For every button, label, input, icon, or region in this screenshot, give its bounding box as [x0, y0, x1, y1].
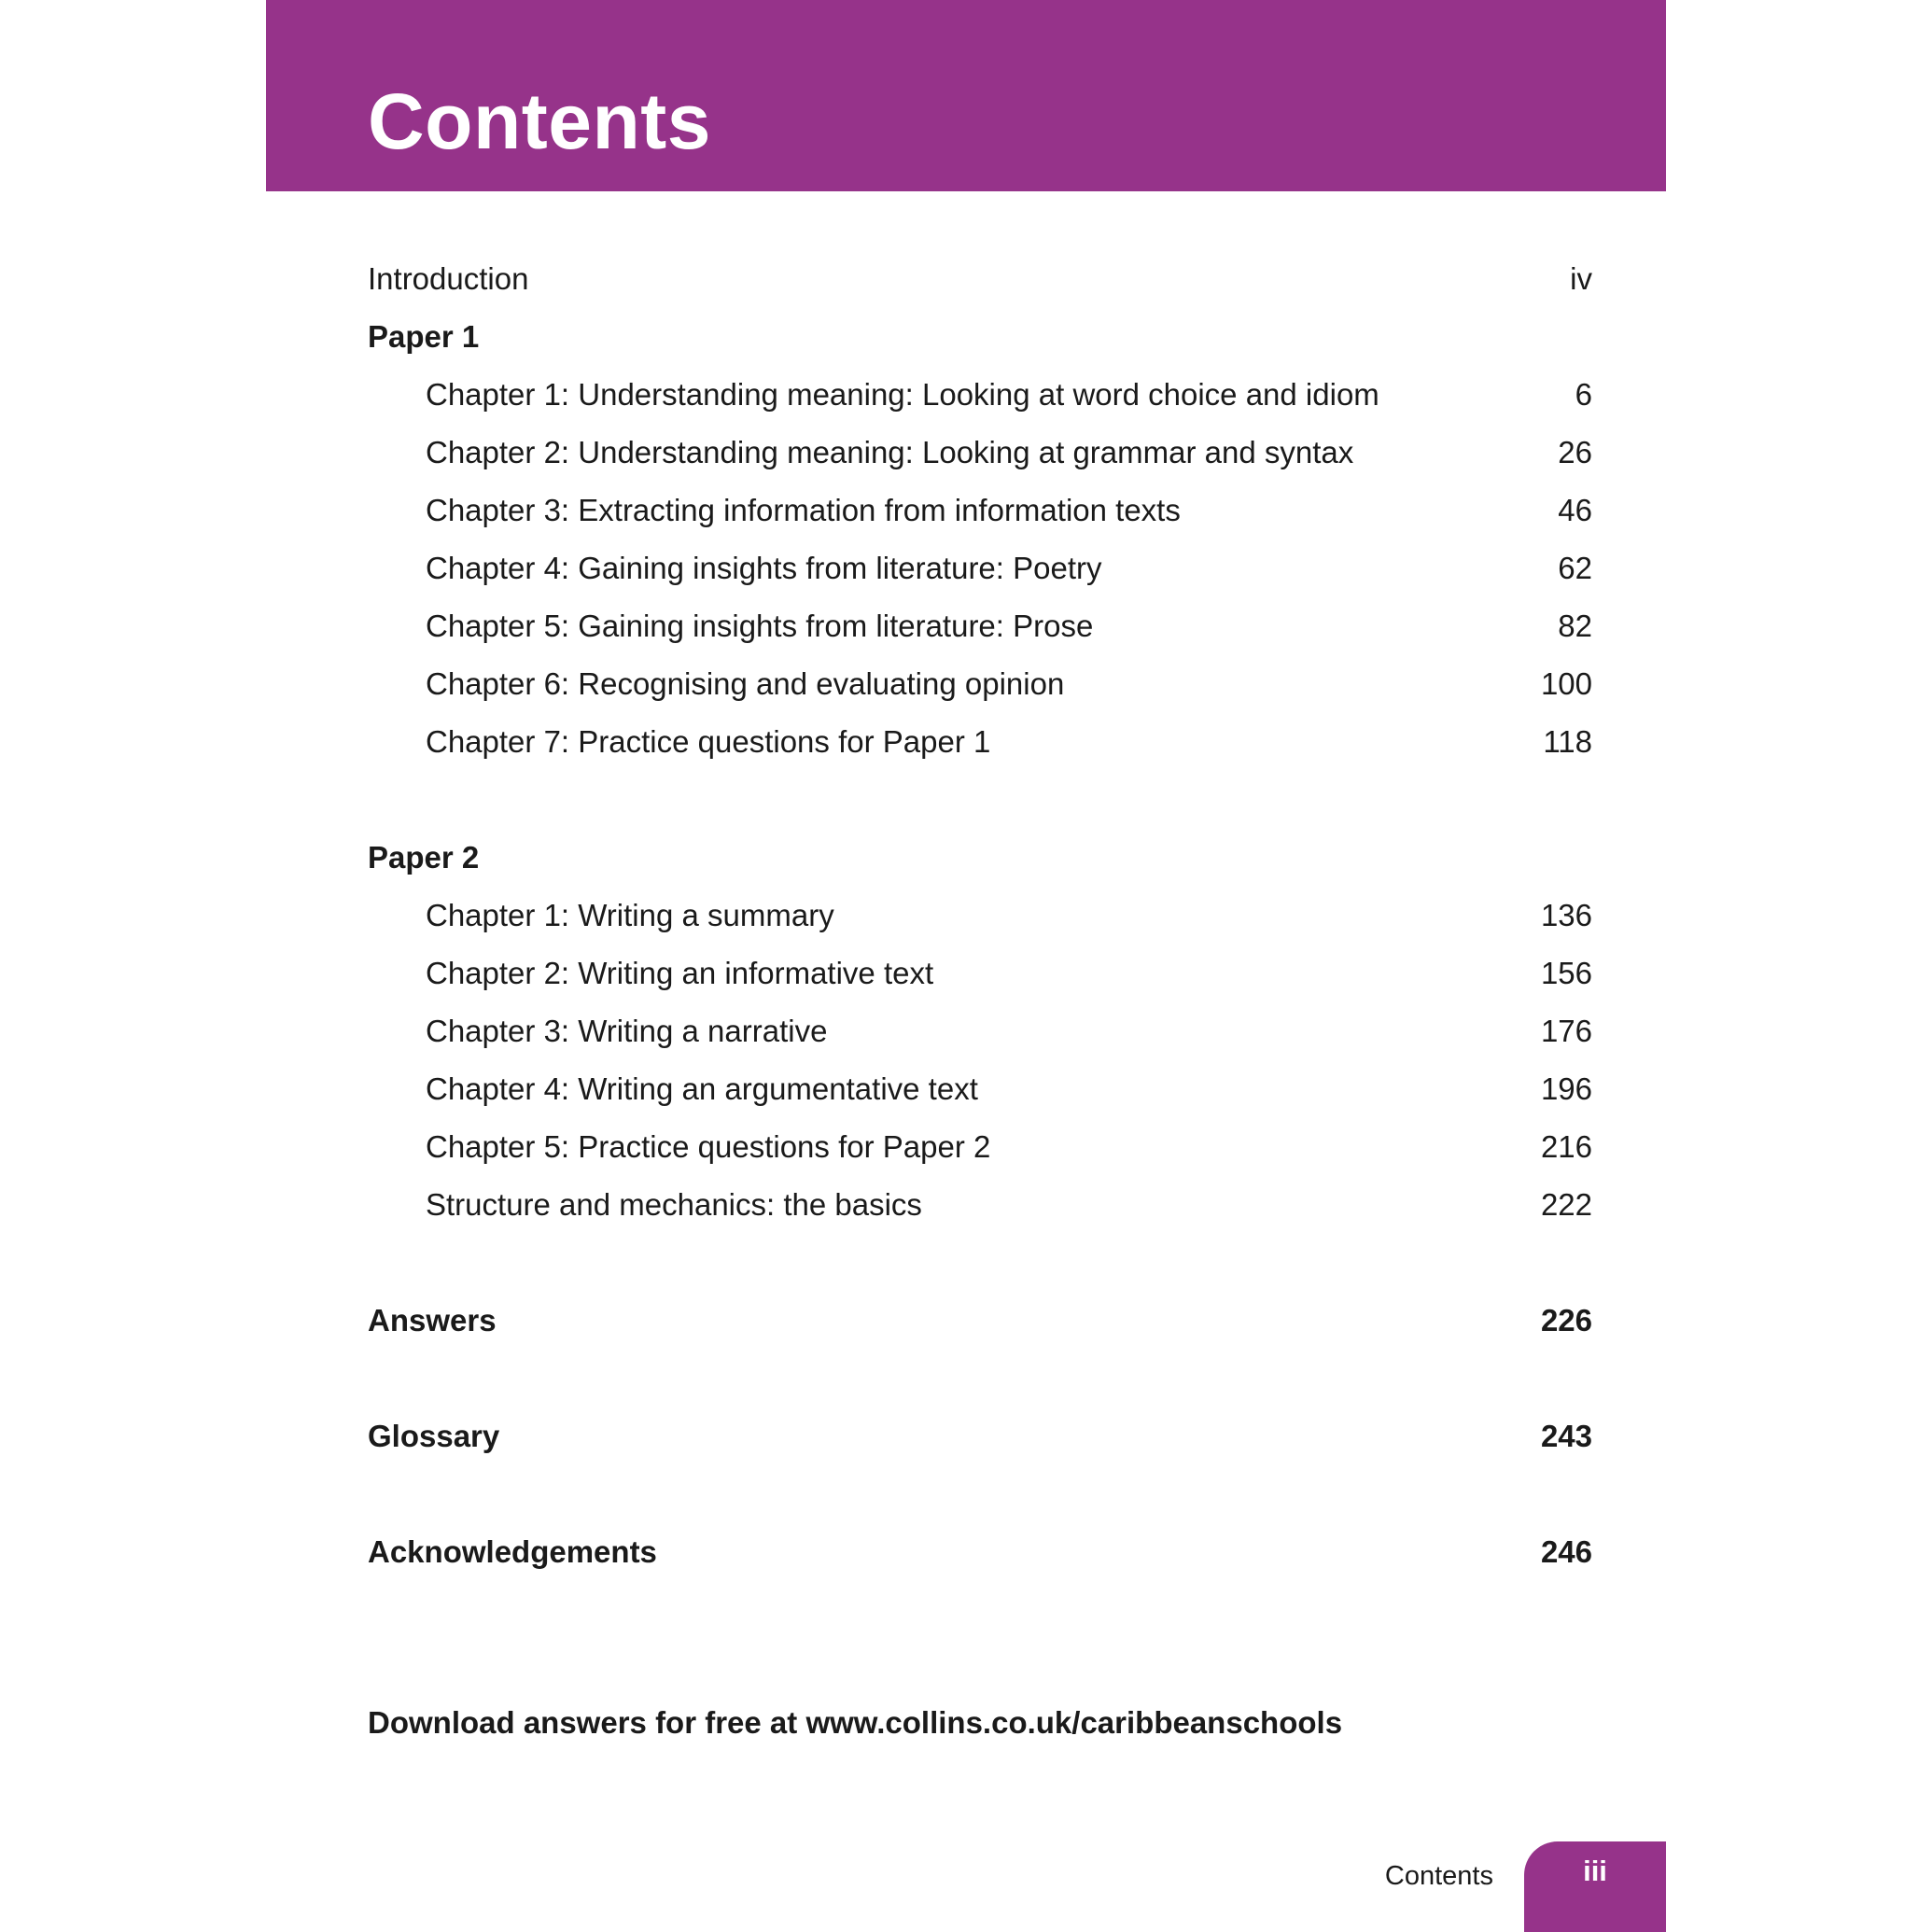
toc-entry-page: 6	[1575, 377, 1592, 412]
toc-entry-page: 222	[1540, 1187, 1592, 1222]
toc-entry-label: Chapter 5: Practice questions for Paper 2	[426, 1129, 991, 1164]
toc-entry-glossary[interactable]	[368, 1407, 1592, 1465]
contents-page	[266, 0, 1666, 1932]
toc-entry-label: Structure and mechanics: the basics	[426, 1187, 922, 1222]
toc-entry-paper2-chapter2[interactable]	[368, 945, 1592, 1002]
page-number-tab	[1524, 1841, 1666, 1932]
toc-entry-label: Chapter 5: Gaining insights from literature: Prose	[426, 609, 1094, 643]
toc-entry-paper2-chapter3[interactable]	[368, 1002, 1592, 1060]
section-heading-label: Paper 2	[368, 840, 480, 875]
toc-entry-label: Answers	[368, 1303, 497, 1337]
toc-entry-label: Chapter 6: Recognising and evaluating opinion	[426, 666, 1065, 701]
toc-entry-paper1-chapter5[interactable]	[368, 597, 1592, 655]
toc-entry-label: Glossary	[368, 1419, 500, 1453]
page-title: Contents	[368, 77, 711, 165]
toc-entry-label: Acknowledgements	[368, 1534, 657, 1569]
toc-entry-structure-mechanics[interactable]	[368, 1176, 1592, 1234]
toc-entry-page: 82	[1558, 609, 1592, 643]
toc-entry-page: 176	[1540, 1014, 1592, 1048]
header-band	[266, 0, 1666, 191]
toc-entry-paper1-chapter1[interactable]	[368, 366, 1592, 424]
download-answers-note: Download answers for free at www.collins.co.uk/caribbeanschools	[368, 1705, 1343, 1740]
toc-entry-label: Chapter 7: Practice questions for Paper 1	[426, 724, 991, 759]
section-spacer	[368, 771, 1592, 829]
page-number: iii	[1583, 1855, 1607, 1887]
section-spacer	[368, 1234, 1592, 1292]
toc-entry-paper2-chapter4[interactable]	[368, 1060, 1592, 1118]
toc-entry-page: 118	[1543, 724, 1592, 759]
section-spacer	[368, 1465, 1592, 1523]
toc-entry-paper1-chapter4[interactable]	[368, 539, 1592, 597]
table-of-contents	[368, 250, 1592, 1581]
toc-entry-paper1-chapter3[interactable]	[368, 482, 1592, 539]
toc-entry-label: Chapter 3: Writing a narrative	[426, 1014, 828, 1048]
toc-entry-page: 246	[1540, 1534, 1592, 1569]
toc-entry-page: 226	[1540, 1303, 1592, 1337]
toc-entry-label: Chapter 4: Writing an argumentative text	[426, 1071, 978, 1106]
toc-entry-label: Chapter 2: Understanding meaning: Looking at grammar and syntax	[426, 435, 1354, 469]
section-spacer	[368, 1350, 1592, 1407]
toc-entry-page: 243	[1540, 1419, 1592, 1453]
toc-entry-page: 156	[1540, 956, 1592, 990]
toc-entry-paper1-chapter2[interactable]	[368, 424, 1592, 482]
toc-entry-label: Chapter 4: Gaining insights from literature: Poetry	[426, 551, 1102, 585]
toc-entry-label: Chapter 2: Writing an informative text	[426, 956, 934, 990]
toc-entry-label: Introduction	[368, 261, 529, 296]
toc-entry-paper1-chapter7[interactable]	[368, 713, 1592, 771]
toc-entry-page: 100	[1540, 666, 1592, 701]
toc-entry-page: iv	[1570, 261, 1592, 296]
toc-entry-paper2-chapter1[interactable]	[368, 887, 1592, 945]
section-heading-paper-2	[368, 829, 1592, 887]
toc-entry-label: Chapter 1: Writing a summary	[426, 898, 834, 932]
toc-entry-page: 216	[1540, 1129, 1592, 1164]
toc-entry-paper1-chapter6[interactable]	[368, 655, 1592, 713]
toc-entry-answers[interactable]	[368, 1292, 1592, 1350]
toc-entry-page: 196	[1540, 1071, 1592, 1106]
toc-entry-page: 46	[1558, 493, 1592, 527]
section-heading-label: Paper 1	[368, 319, 480, 354]
toc-entry-label: Chapter 3: Extracting information from information texts	[426, 493, 1181, 527]
footer-section-label: Contents	[1384, 1861, 1493, 1891]
toc-entry-page: 136	[1540, 898, 1592, 932]
toc-entry-page: 62	[1558, 551, 1592, 585]
toc-entry-label: Chapter 1: Understanding meaning: Looking at word choice and idiom	[426, 377, 1379, 412]
toc-entry-introduction[interactable]	[368, 250, 1592, 308]
toc-entry-paper2-chapter5[interactable]	[368, 1118, 1592, 1176]
toc-entry-acknowledgements[interactable]	[368, 1523, 1592, 1581]
toc-entry-page: 26	[1558, 435, 1592, 469]
section-heading-paper-1	[368, 308, 1592, 366]
